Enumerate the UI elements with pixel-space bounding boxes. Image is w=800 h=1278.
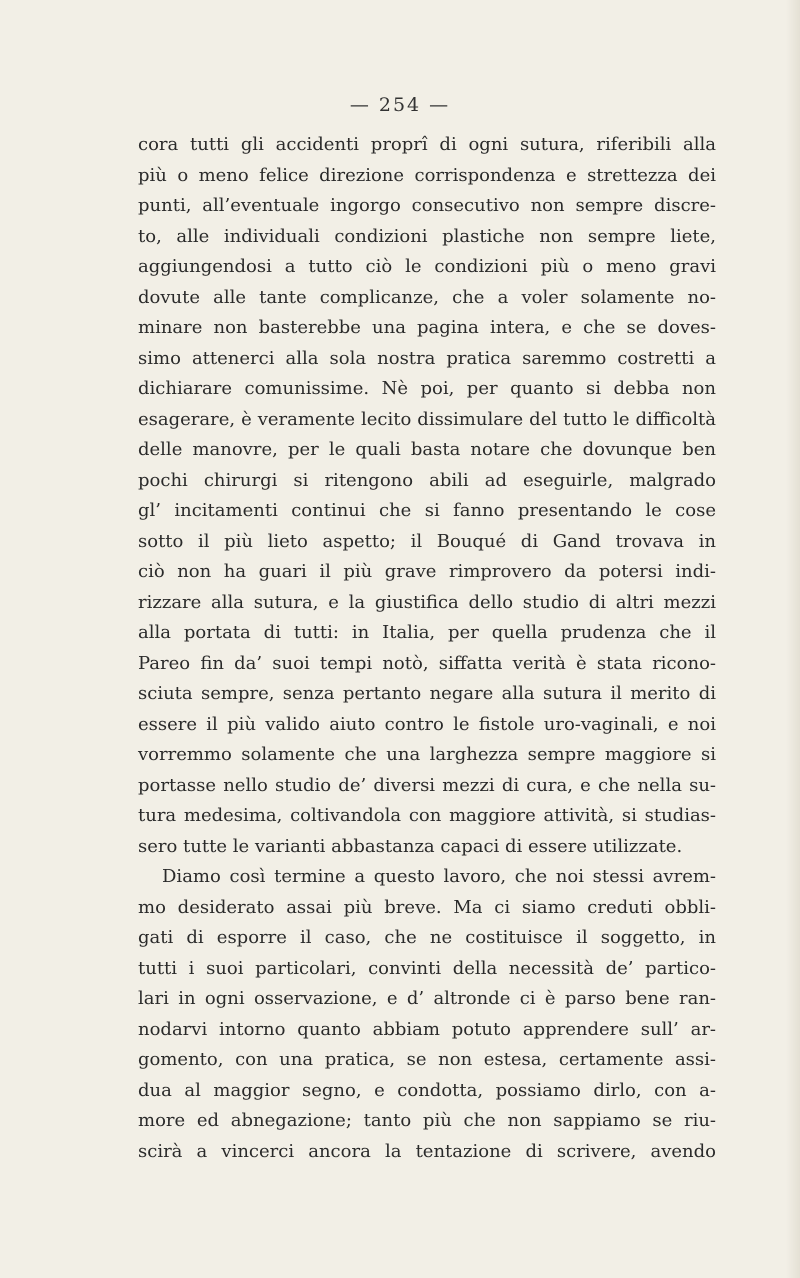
text-line: more ed abnegazione; tanto più che non sappiamo se riu- [138,1110,716,1131]
text-line: gomento, con una pratica, se non estesa, certamente assi- [138,1049,716,1070]
text-line: portasse nello studio de’ diversi mezzi di cura, e che nella su- [138,774,716,796]
text-line: sotto il più lieto aspetto; il Bouqué di Gand trovava in [138,530,716,552]
text-line: pochi chirurgi si ritengono abili ad eseguirle, malgrado [138,469,716,491]
text-line: dovute alle tante complicanze, che a voler solamente no- [138,286,716,308]
text-line: punti, all’eventuale ingorgo consecutivo non sempre discre- [138,195,716,216]
paragraph-start-line: Diamo così termine a questo lavoro, che noi stessi avrem- [162,866,716,887]
text-line: gl’ incitamenti continui che si fanno presentando le cose [138,500,716,521]
text-line: esagerare, è veramente lecito dissimulare del tutto le difficoltà [138,408,716,430]
text-line: cora tutti gli accidenti proprî di ogni sutura, riferibili alla [138,134,716,155]
text-line: gati di esporre il caso, che ne costituisce il soggetto, in [138,927,716,948]
text-line: mo desiderato assai più breve. Ma ci siamo creduti obbli- [138,896,716,918]
text-line: tutti i suoi particolari, convinti della necessità de’ partico- [138,957,716,979]
text-line: to, alle individuali condizioni plastiche non sempre liete, [138,225,716,247]
text-line: scirà a vincerci ancora la tentazione di scrivere, avendo [138,1140,716,1162]
text-line: delle manovre, per le quali basta notare che dovunque ben [138,439,716,460]
text-line: vorremmo solamente che una larghezza sempre maggiore si [138,744,716,765]
text-line: dua al maggior segno, e condotta, possiamo dirlo, con a- [138,1079,716,1101]
text-line: ciò non ha guari il più grave rimprovero da potersi indi- [138,561,716,582]
text-line: tura medesima, coltivandola con maggiore attività, si studias- [138,805,716,826]
body-text [138,130,716,1167]
text-line: lari in ogni osservazione, e d’ altronde ci è parso bene ran- [138,988,716,1009]
text-line: rizzare alla sutura, e la giustifica dello studio di altri mezzi [138,591,716,613]
text-line: alla portata di tutti: in Italia, per quella prudenza che il [138,622,716,643]
text-line: Pareo fin da’ suoi tempi notò, siffatta verità è stata ricono- [138,652,716,674]
page-number: — 254 — [349,94,451,116]
text-line: dichiarare comunissime. Nè poi, per quanto si debba non [138,378,716,399]
page-edge-shadow [786,0,800,1278]
text-line: sero tutte le varianti abbastanza capaci di essere utilizzate. [138,835,683,857]
text-line: minare non basterebbe una pagina intera, e che se doves- [138,317,716,338]
text-line: sciuta sempre, senza pertanto negare alla sutura il merito di [138,683,716,704]
text-line: più o meno felice direzione corrispondenza e strettezza dei [138,164,716,186]
text-line: essere il più valido aiuto contro le fistole uro-vaginali, e noi [138,713,716,735]
text-line: aggiungendosi a tutto ciò le condizioni più o meno gravi [138,256,716,277]
text-line: nodarvi intorno quanto abbiam potuto apprendere sull’ ar- [138,1018,716,1040]
text-line: simo attenerci alla sola nostra pratica saremmo costretti a [138,347,716,369]
